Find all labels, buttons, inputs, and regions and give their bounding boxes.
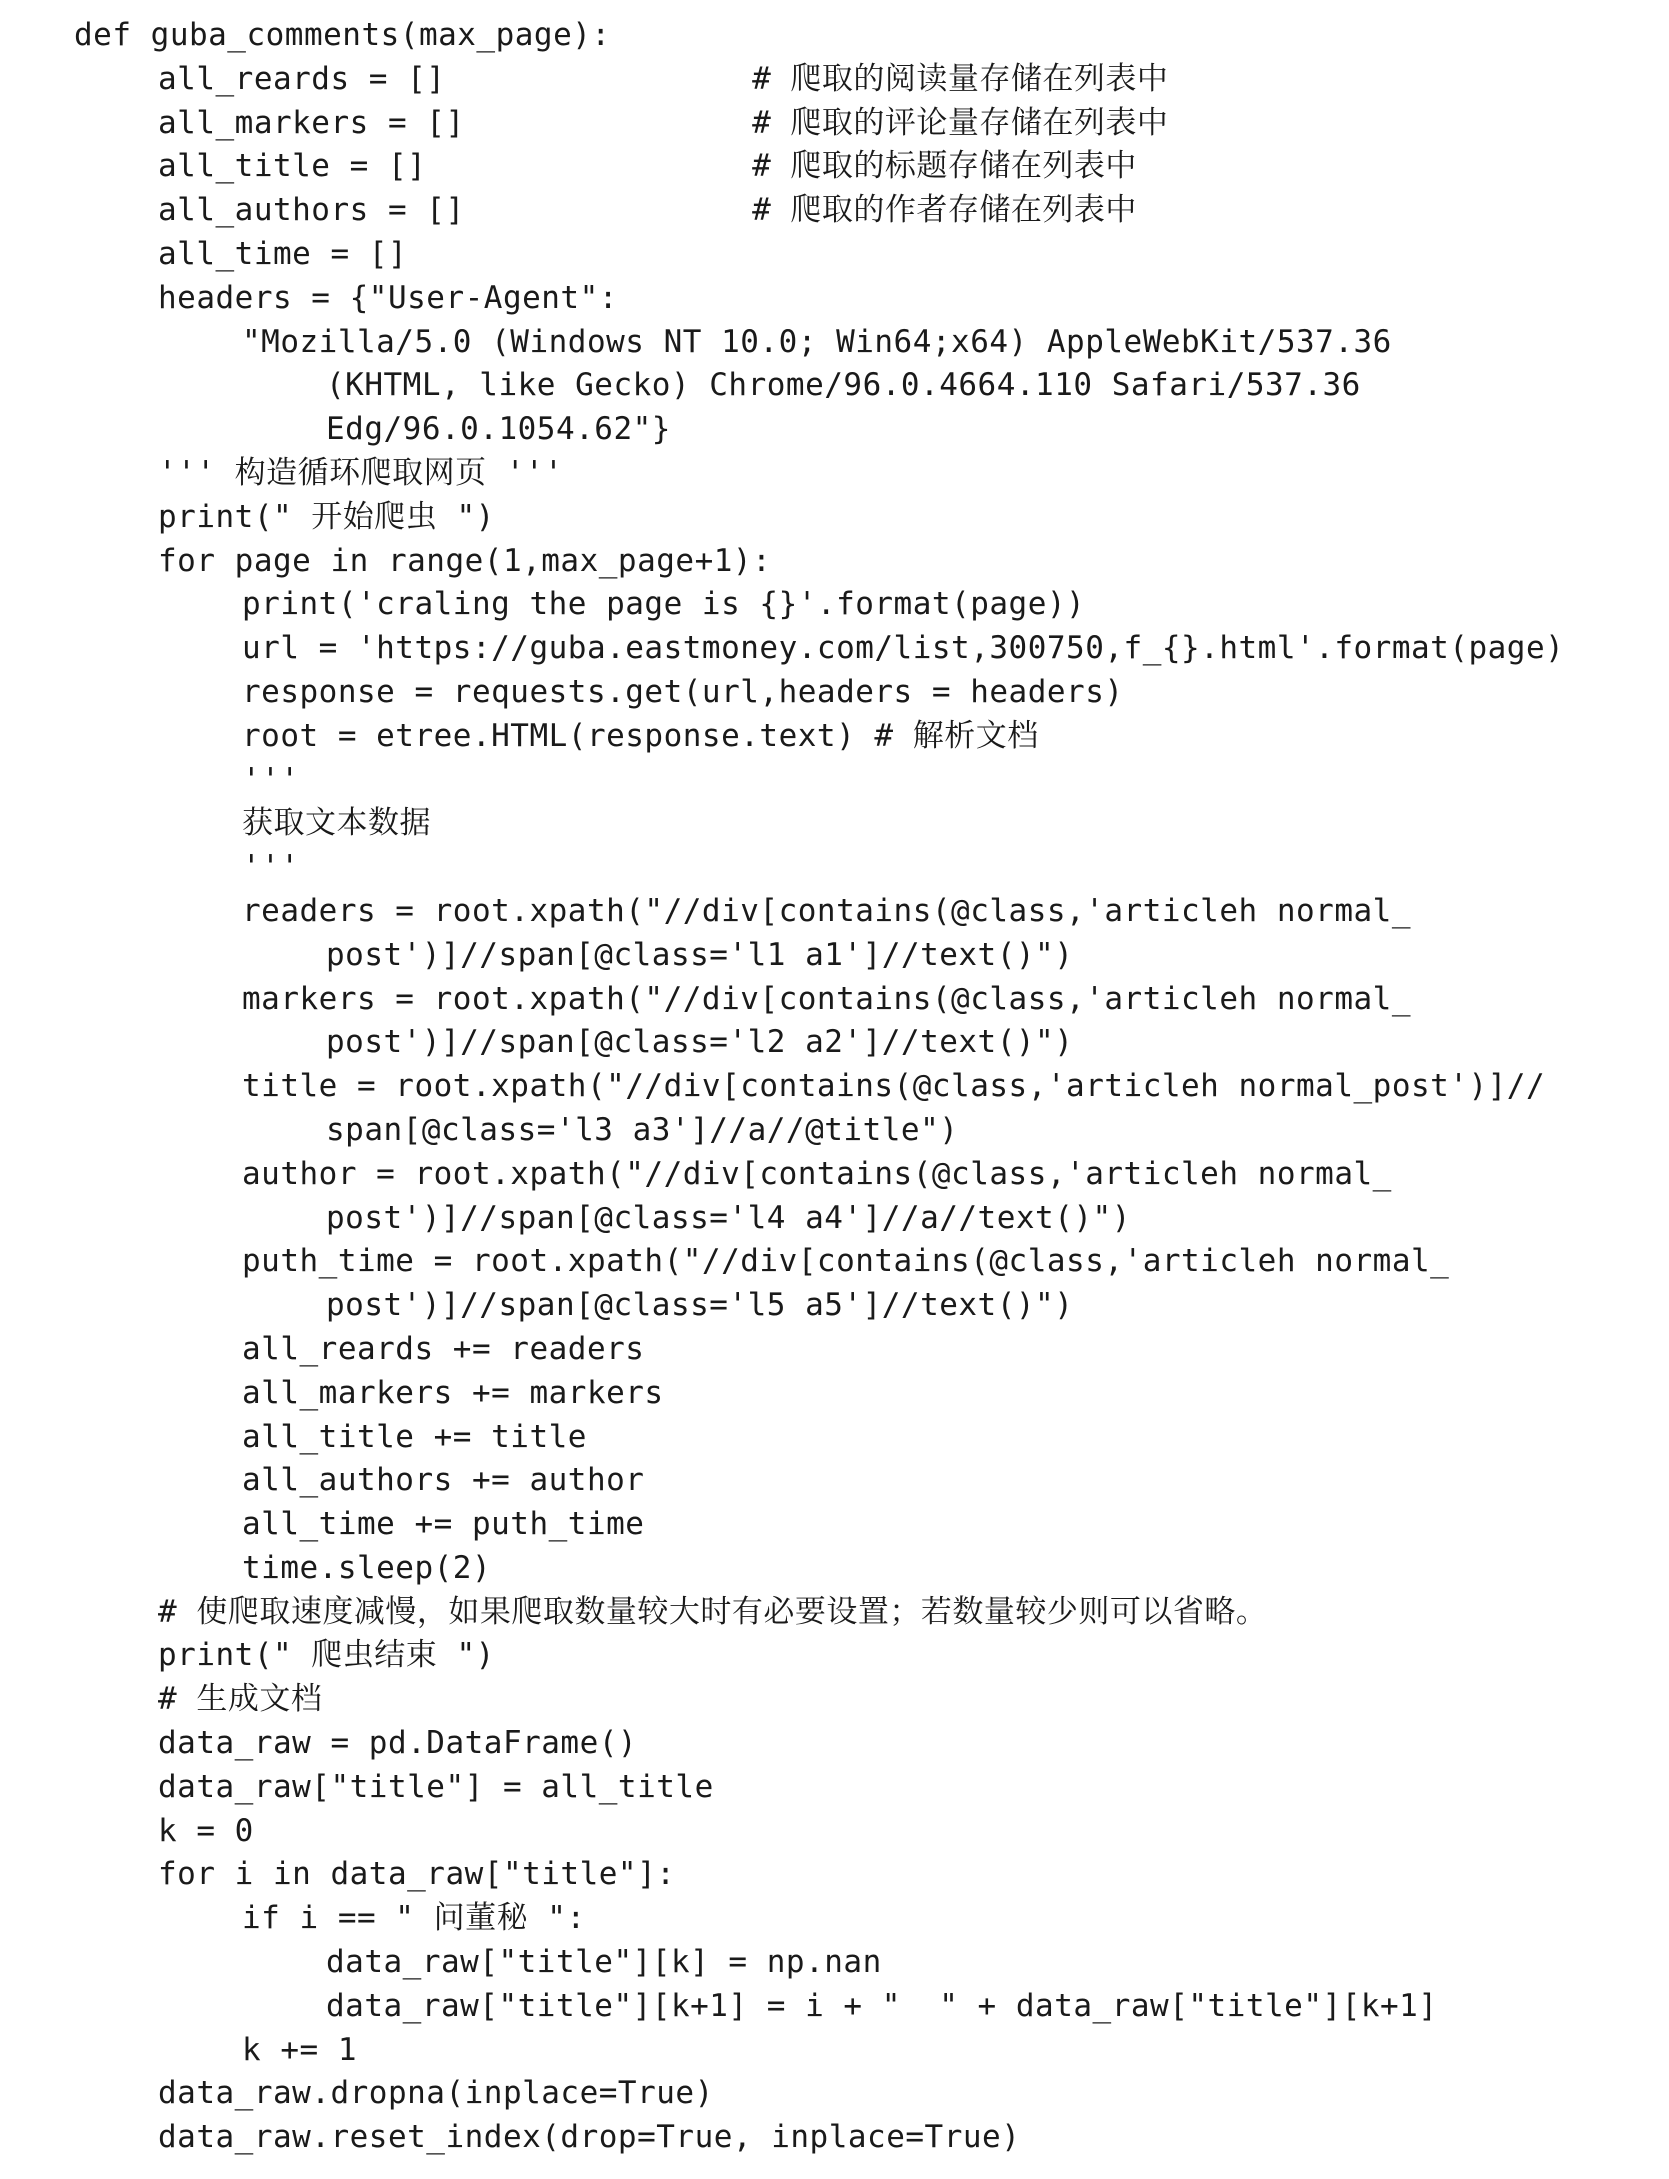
- code-line: all_time += puth_time: [242, 1506, 645, 1543]
- code-line: all_authors = [] # 爬取的作者存储在列表中: [158, 192, 1137, 229]
- code-line: response = requests.get(url,headers = headers): [242, 673, 1124, 710]
- code-line: k = 0: [158, 1812, 254, 1849]
- code-line: Edg/96.0.1054.62"}: [326, 411, 671, 448]
- code-line: all_time = []: [158, 235, 408, 272]
- code-line: all_reards = [] # 爬取的阅读量存储在列表中: [158, 60, 1169, 97]
- code-line: puth_time = root.xpath("//div[contains(@class,'articleh normal_: [242, 1243, 1450, 1280]
- code-line: all_title += title: [242, 1418, 587, 1455]
- code-line: ''' 构造循环爬取网页 ''': [158, 454, 564, 491]
- code-line: author = root.xpath("//div[contains(@class,'articleh normal_: [242, 1155, 1392, 1192]
- code-line: root = etree.HTML(response.text) # 解析文档: [242, 717, 1039, 754]
- code-line: post')]//span[@class='l5 a5']//text()"): [326, 1287, 1074, 1324]
- code-line: data_raw = pd.DataFrame(): [158, 1725, 638, 1762]
- code-line: all_authors += author: [242, 1462, 645, 1499]
- code-line: # 使爬取速度减慢，如果爬取数量较大时有必要设置；若数量较少则可以省略。: [158, 1593, 1268, 1630]
- code-line: print('craling the page is {}'.format(page)): [242, 586, 1086, 623]
- code-line: for i in data_raw["title"]:: [158, 1856, 676, 1893]
- code-line: headers = {"User-Agent":: [158, 279, 618, 316]
- code-line: if i == " 问董秘 ":: [242, 1900, 586, 1937]
- code-line: all_reards += readers: [242, 1330, 645, 1367]
- code-line: for page in range(1,max_page+1):: [158, 542, 772, 579]
- code-line: data_raw.reset_index(drop=True, inplace=True): [158, 2119, 1021, 2156]
- code-line: url = 'https://guba.eastmoney.com/list,300750,f_{}.html'.format(page): [242, 630, 1565, 667]
- code-line: print(" 开始爬虫 "): [158, 498, 495, 535]
- code-line: post')]//span[@class='l1 a1']//text()"): [326, 936, 1074, 973]
- code-line: post')]//span[@class='l2 a2']//text()"): [326, 1024, 1074, 1061]
- code-listing: [74, 14, 1654, 2160]
- code-line: ''': [242, 761, 300, 798]
- code-line: post')]//span[@class='l4 a4']//a//text()"): [326, 1199, 1131, 1236]
- code-line: markers = root.xpath("//div[contains(@class,'articleh normal_: [242, 980, 1411, 1017]
- code-line: all_markers += markers: [242, 1374, 664, 1411]
- code-line: "Mozilla/5.0 (Windows NT 10.0; Win64;x64) AppleWebKit/537.36: [242, 323, 1392, 360]
- code-line: (KHTML, like Gecko) Chrome/96.0.4664.110 Safari/537.36: [326, 367, 1361, 404]
- code-line: # 生成文档: [158, 1681, 323, 1718]
- code-line: title = root.xpath("//div[contains(@class,'articleh normal_post')]//: [242, 1068, 1546, 1105]
- code-line: data_raw["title"][k] = np.nan: [326, 1944, 882, 1981]
- code-line: ''': [242, 849, 300, 886]
- code-line: def guba_comments(max_page):: [74, 17, 611, 53]
- code-line: 获取文本数据: [242, 805, 431, 842]
- code-line: all_title = [] # 爬取的标题存储在列表中: [158, 148, 1137, 185]
- code-line: data_raw.dropna(inplace=True): [158, 2075, 714, 2112]
- code-line: print(" 爬虫结束 "): [158, 1637, 495, 1674]
- code-line: k += 1: [242, 2031, 357, 2068]
- code-line: readers = root.xpath("//div[contains(@class,'articleh normal_: [242, 892, 1411, 929]
- code-line: span[@class='l3 a3']//a//@title"): [326, 1111, 959, 1148]
- code-line: all_markers = [] # 爬取的评论量存储在列表中: [158, 104, 1169, 141]
- code-line: data_raw["title"][k+1] = i + " " + data_raw["title"][k+1]: [326, 1987, 1438, 2024]
- code-line: data_raw["title"] = all_title: [158, 1768, 714, 1805]
- code-line: time.sleep(2): [242, 1549, 492, 1586]
